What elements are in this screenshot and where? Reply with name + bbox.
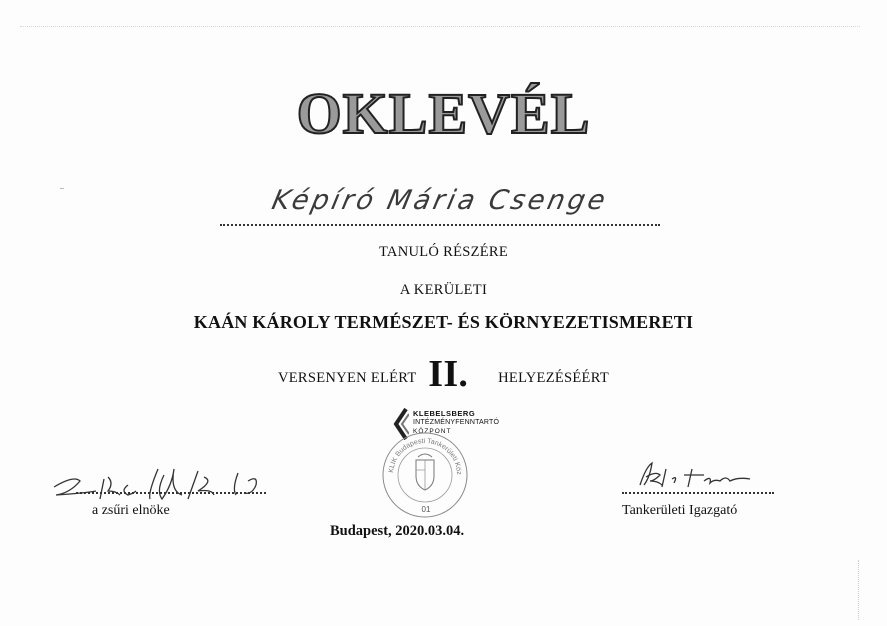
student-line: TANULÓ RÉSZÉRE xyxy=(378,244,509,260)
svg-text:KLIK Budapesti Tankerületi Köz xyxy=(380,430,462,475)
jury-president-caption: a zsűri elnöke xyxy=(92,503,170,518)
logo-line-3: KÖZPONT xyxy=(413,428,452,435)
result-suffix: HELYEZÉSÉÉRT xyxy=(498,370,609,386)
result-line xyxy=(0,352,887,396)
scan-artifact-right xyxy=(858,560,860,620)
seal-number: 01 xyxy=(421,505,431,514)
result-prefix: VERSENYEN ELÉRT xyxy=(278,370,417,386)
recipient-name-handwritten: Képíró Mária Csenge xyxy=(269,185,611,216)
logo-line-2: INTÉZMÉNYFENNTARTÓ xyxy=(413,419,500,426)
logo-line-1: KLEBELSBERG xyxy=(413,409,476,418)
district-director-signature xyxy=(632,455,782,495)
seal-text: KLIK Budapesti Tankerületi Köz xyxy=(388,437,463,475)
scan-artifact-top xyxy=(20,26,860,28)
director-caption: Tankerületi Igazgató xyxy=(622,503,738,518)
scan-speck xyxy=(60,188,64,189)
director-dotted-line xyxy=(622,492,774,494)
certificate-title: OKLEVÉL xyxy=(296,81,591,146)
recipient-name-dotted-line xyxy=(220,224,660,226)
placement-value: II. xyxy=(428,353,469,395)
place-and-date: Budapest, 2020.03.04. xyxy=(330,523,465,539)
competition-name: KAÁN KÁROLY TERMÉSZET- ÉS KÖRNYEZETISMERETI xyxy=(193,312,694,332)
jury-president-dotted-line xyxy=(76,492,266,494)
district-line: A KERÜLETI xyxy=(399,282,488,298)
